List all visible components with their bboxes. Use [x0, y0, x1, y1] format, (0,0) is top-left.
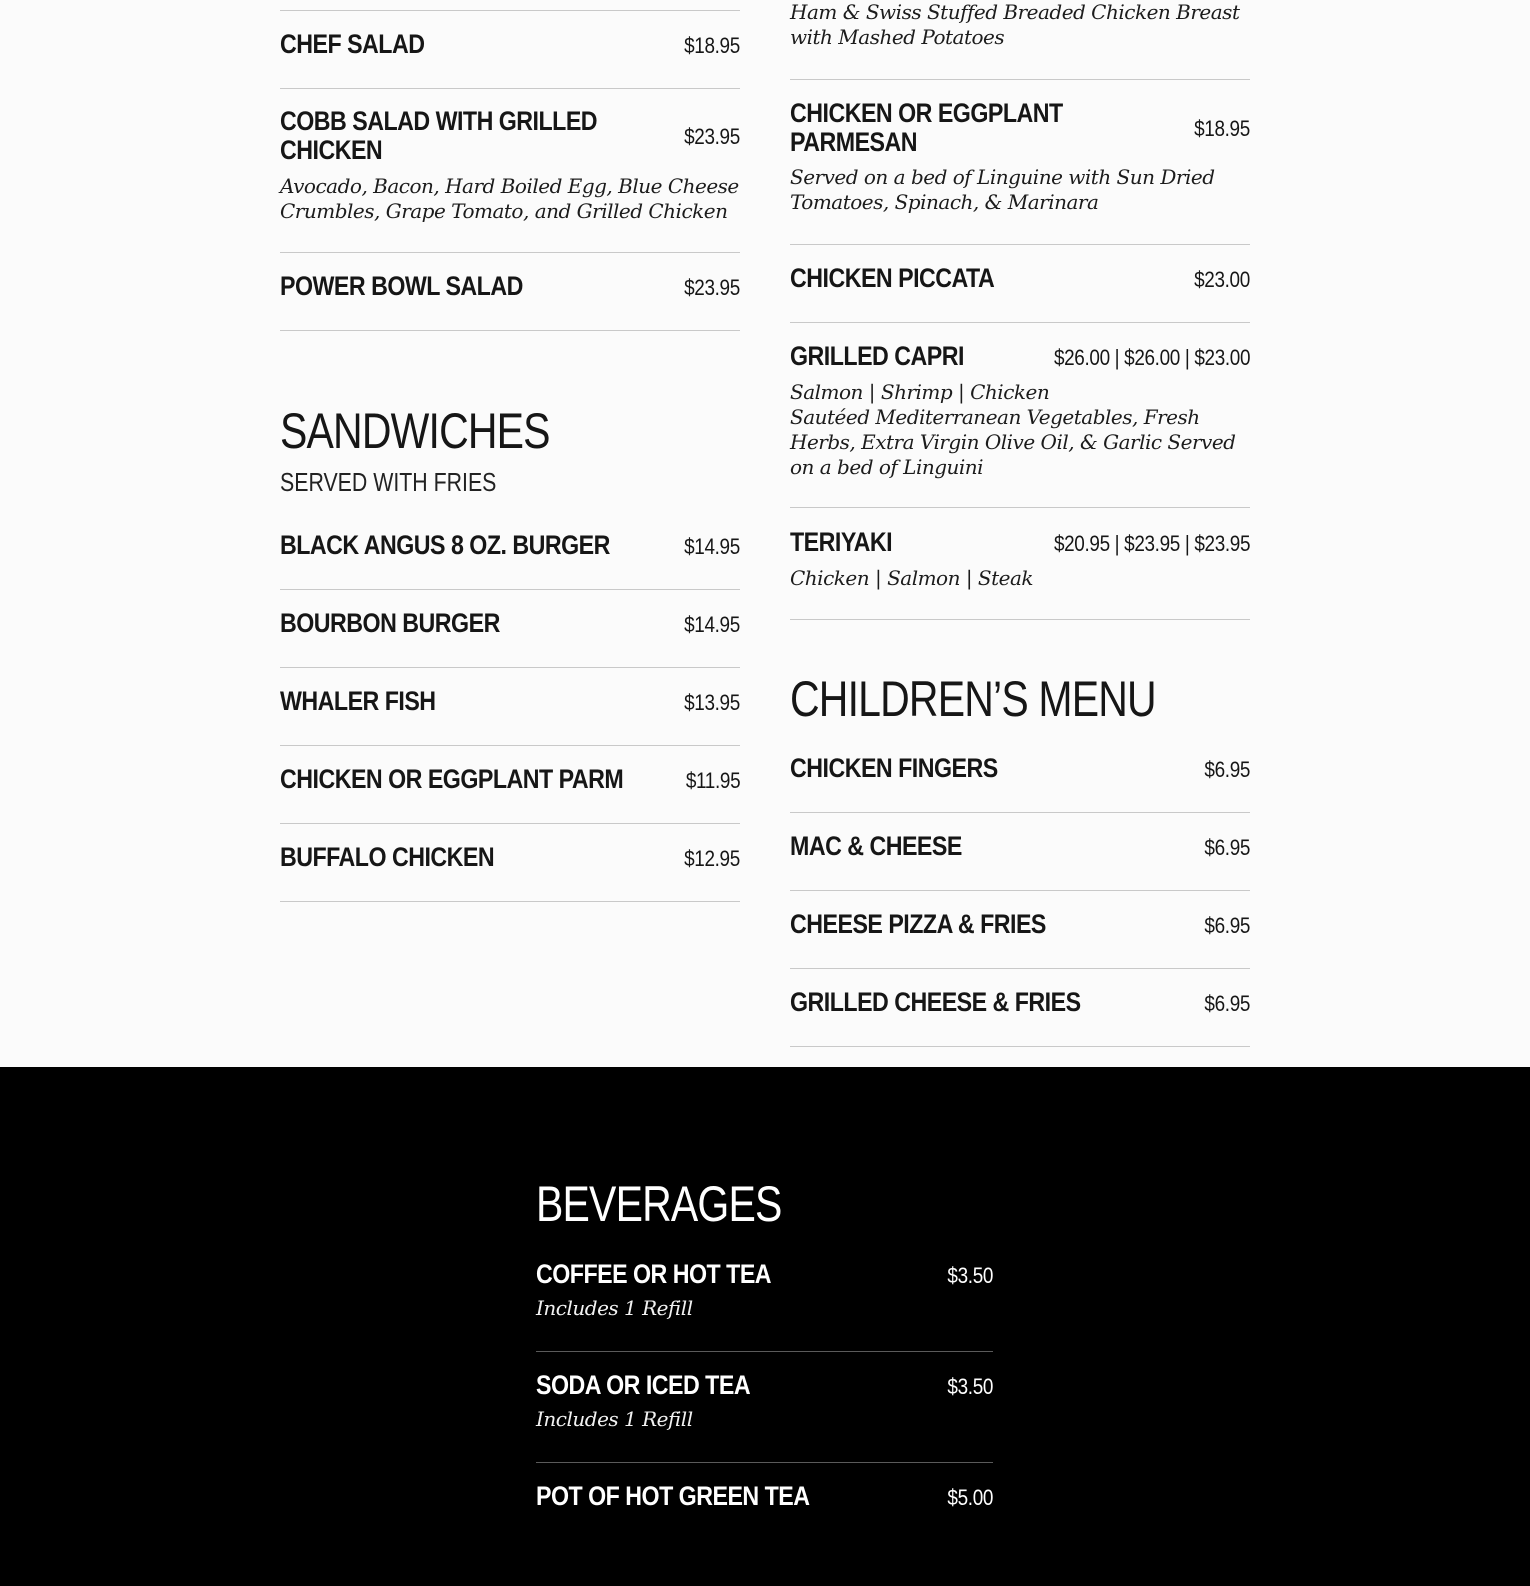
beverages-section — [0, 1067, 1530, 1586]
item-name: CHICKEN FINGERS — [790, 753, 998, 783]
divider — [790, 322, 1250, 323]
item-price: $20.95 | $23.95 | $23.95 — [1053, 531, 1250, 556]
item-price: $11.95 — [685, 768, 740, 793]
item-name: CHICKEN OR EGGPLANT PARMESAN — [790, 98, 1063, 157]
section-subtitle-sandwiches: SERVED WITH FRIES — [280, 467, 497, 497]
item-name: SODA OR ICED TEA — [536, 1370, 751, 1400]
item-price: $3.50 — [947, 1263, 993, 1288]
section-title-childrens-menu: CHILDREN’S MENU — [790, 671, 1156, 727]
divider — [280, 10, 740, 11]
item-price: $6.95 — [1204, 757, 1250, 782]
item-name: POT OF HOT GREEN TEA — [536, 1481, 810, 1511]
item-name: CHEF SALAD — [280, 29, 425, 59]
divider — [280, 589, 740, 590]
item-name: POWER BOWL SALAD — [280, 271, 523, 301]
item-description: Chicken | Salmon | Steak — [790, 566, 1034, 590]
divider — [280, 745, 740, 746]
item-price: $23.00 — [1194, 267, 1250, 292]
item-price: $18.95 — [1194, 116, 1250, 141]
item-description: Includes 1 Refill — [536, 1296, 693, 1320]
item-name: CHICKEN PICCATA — [790, 263, 995, 293]
item-name: TERIYAKI — [790, 527, 893, 557]
section-title-beverages: BEVERAGES — [536, 1176, 782, 1232]
item-description: Avocado, Bacon, Hard Boiled Egg, Blue Cheese Crumbles, Grape Tomato, and Grilled Chicken — [280, 174, 739, 223]
item-price: $14.95 — [684, 612, 740, 637]
divider — [790, 968, 1250, 969]
item-name: GRILLED CAPRI — [790, 341, 964, 371]
divider — [790, 507, 1250, 508]
divider — [280, 330, 740, 331]
divider — [280, 823, 740, 824]
item-description: Includes 1 Refill — [536, 1407, 693, 1431]
divider — [536, 1351, 993, 1352]
divider — [790, 244, 1250, 245]
item-price: $23.95 — [684, 275, 740, 300]
item-name: GRILLED CHEESE & FRIES — [790, 987, 1081, 1017]
item-name: WHALER FISH — [280, 686, 436, 716]
item-name: COFFEE OR HOT TEA — [536, 1259, 772, 1289]
item-price: $6.95 — [1204, 991, 1250, 1016]
divider — [280, 667, 740, 668]
divider — [790, 619, 1250, 620]
section-title-sandwiches: SANDWICHES — [280, 403, 550, 459]
item-description: Ham & Swiss Stuffed Breaded Chicken Breast with Mashed Potatoes — [790, 0, 1240, 49]
item-price: $6.95 — [1204, 835, 1250, 860]
item-name: BOURBON BURGER — [280, 608, 500, 638]
divider — [790, 890, 1250, 891]
item-name: BUFFALO CHICKEN — [280, 842, 495, 872]
item-price: $13.95 — [684, 690, 740, 715]
item-description: Salmon | Shrimp | Chicken — [790, 380, 1050, 404]
divider — [280, 252, 740, 253]
item-price: $12.95 — [684, 846, 740, 871]
divider — [790, 812, 1250, 813]
divider — [536, 1462, 993, 1463]
item-price: $6.95 — [1204, 913, 1250, 938]
item-name: CHICKEN OR EGGPLANT PARM — [280, 764, 624, 794]
item-description: Served on a bed of Linguine with Sun Dried Tomatoes, Spinach, & Marinara — [790, 165, 1215, 214]
item-price: $18.95 — [684, 33, 740, 58]
item-name: COBB SALAD WITH GRILLED CHICKEN — [280, 106, 598, 165]
item-description-detail: Sautéed Mediterranean Vegetables, Fresh Herbs, Extra Virgin Olive Oil, & Garlic Served on a bed of Linguini — [790, 405, 1236, 479]
item-price: $5.00 — [947, 1485, 993, 1510]
divider — [790, 1046, 1250, 1047]
item-name: BLACK ANGUS 8 OZ. BURGER — [280, 530, 610, 560]
item-price: $3.50 — [947, 1374, 993, 1399]
divider — [280, 901, 740, 902]
item-name: MAC & CHEESE — [790, 831, 962, 861]
item-price: $14.95 — [684, 534, 740, 559]
divider — [790, 79, 1250, 80]
item-name: CHEESE PIZZA & FRIES — [790, 909, 1046, 939]
divider — [280, 88, 740, 89]
item-price: $23.95 — [684, 124, 740, 149]
item-price: $26.00 | $26.00 | $23.00 — [1053, 345, 1250, 370]
